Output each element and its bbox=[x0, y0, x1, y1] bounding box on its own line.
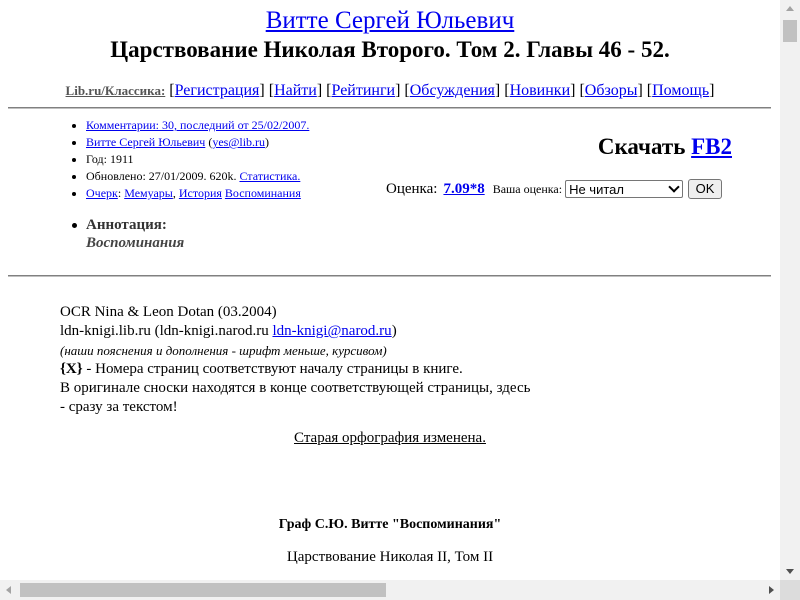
scroll-down-icon[interactable] bbox=[786, 569, 794, 574]
top-navigation: Lib.ru/Классика: [Регистрация] [Найти] [Рейтинги] [Обсуждения] [Новинки] [Обзоры] [Помощь] bbox=[65, 82, 715, 99]
comments-link[interactable]: Комментарии: 30, последний от 25/02/2007. bbox=[86, 118, 310, 132]
author-heading bbox=[0, 6, 780, 36]
page-marker-line bbox=[60, 360, 760, 379]
divider-top bbox=[8, 107, 771, 109]
meta-comments bbox=[68, 117, 309, 134]
book-meta-list bbox=[68, 117, 309, 202]
genre-memoirs-link[interactable]: Мемуары bbox=[124, 186, 173, 200]
page-marker-text: - Номера страниц соответствуют началу страницы в книге. bbox=[82, 361, 463, 377]
site-text: ldn-knigi.lib.ru (ldn-knigi.narod.ru bbox=[60, 323, 269, 339]
site-label bbox=[66, 83, 166, 98]
download-fb2-link[interactable]: FB2 bbox=[691, 134, 732, 159]
nav-new-link[interactable]: Новинки bbox=[509, 82, 571, 99]
meta-genres: Очерк: Мемуары, История Воспоминания bbox=[68, 185, 309, 202]
divider-bottom bbox=[8, 275, 771, 277]
download-block bbox=[598, 133, 732, 161]
chevron-down-icon bbox=[668, 181, 679, 192]
old-orthography-link[interactable]: Старая орфография изменена. bbox=[294, 430, 486, 446]
site-email-link[interactable]: ldn-knigi@narod.ru bbox=[272, 323, 392, 339]
editor-note: (наши пояснения и дополнения - шрифт меньше, курсивом) bbox=[60, 343, 387, 358]
footnote-line-2: - сразу за текстом! bbox=[60, 399, 178, 415]
vertical-scroll-thumb[interactable] bbox=[783, 20, 797, 42]
horizontal-scroll-thumb[interactable] bbox=[20, 583, 386, 597]
site-close: ) bbox=[391, 323, 397, 339]
your-rating-label: Ваша оценка: bbox=[492, 182, 563, 196]
nav-register-link[interactable]: Регистрация bbox=[174, 82, 260, 99]
meta-author-link[interactable]: Витте Сергей Юльевич bbox=[86, 135, 206, 149]
annotation-block bbox=[68, 216, 184, 252]
ocr-line: OCR Nina & Leon Dotan (03.2004) bbox=[60, 304, 277, 320]
scroll-up-icon[interactable] bbox=[786, 6, 794, 11]
horizontal-scrollbar[interactable] bbox=[0, 580, 780, 600]
author-email-link[interactable]: yes@lib.ru bbox=[212, 135, 266, 149]
genre-essay-link[interactable]: Очерк bbox=[86, 186, 118, 200]
your-rating-select[interactable] bbox=[565, 180, 683, 198]
footnote-line-1: В оригинале сноски находятся в конце соответствующей страницы, здесь bbox=[60, 380, 531, 396]
reign-heading: Царствование Николая II, Том II bbox=[286, 549, 494, 565]
rating-label: Оценка: bbox=[386, 181, 438, 197]
annotation-heading: Аннотация: bbox=[86, 217, 167, 233]
nav-ratings-link[interactable]: Рейтинги bbox=[331, 82, 396, 99]
author-link[interactable]: Витте Сергей Юльевич bbox=[265, 7, 515, 34]
book-text bbox=[60, 303, 760, 417]
nav-help-link[interactable]: Помощь bbox=[652, 82, 710, 99]
vertical-scrollbar[interactable] bbox=[780, 0, 800, 580]
book-header: Граф С.Ю. Витте "Воспоминания" bbox=[278, 517, 502, 532]
your-rating-select-value: Не читал bbox=[569, 182, 624, 197]
page-marker: {X} bbox=[60, 361, 83, 377]
meta-year: Год: 1911 bbox=[68, 151, 309, 168]
site-line bbox=[60, 322, 760, 341]
book-title: Царствование Николая Второго. Том 2. Главы 46 - 52. bbox=[110, 37, 670, 62]
nav-discussions-link[interactable]: Обсуждения bbox=[409, 82, 495, 99]
scroll-right-icon[interactable] bbox=[769, 586, 774, 594]
stats-link[interactable]: Статистика. bbox=[239, 169, 301, 183]
old-orthography-line bbox=[0, 429, 780, 448]
nav-reviews-link[interactable]: Обзоры bbox=[584, 82, 638, 99]
rating-ok-button[interactable]: OK bbox=[688, 179, 722, 199]
meta-author: Витте Сергей Юльевич (yes@lib.ru) bbox=[68, 134, 309, 151]
rating-value-link[interactable]: 7.09*8 bbox=[443, 181, 485, 197]
meta-updated bbox=[68, 168, 309, 185]
download-label: Скачать bbox=[597, 134, 686, 159]
scrollbar-corner bbox=[780, 580, 800, 600]
annotation-text: Воспоминания bbox=[86, 235, 185, 251]
updated-text: Обновлено: 27/01/2009. 620k. bbox=[86, 169, 237, 183]
rating-block bbox=[386, 178, 722, 200]
site-link[interactable]: Lib.ru/Классика: bbox=[65, 83, 166, 98]
scroll-left-icon[interactable] bbox=[6, 586, 11, 594]
genre-reminiscences-link[interactable]: Воспоминания bbox=[224, 186, 301, 200]
genre-history-link[interactable]: История bbox=[178, 186, 222, 200]
nav-search-link[interactable]: Найти bbox=[274, 82, 317, 99]
